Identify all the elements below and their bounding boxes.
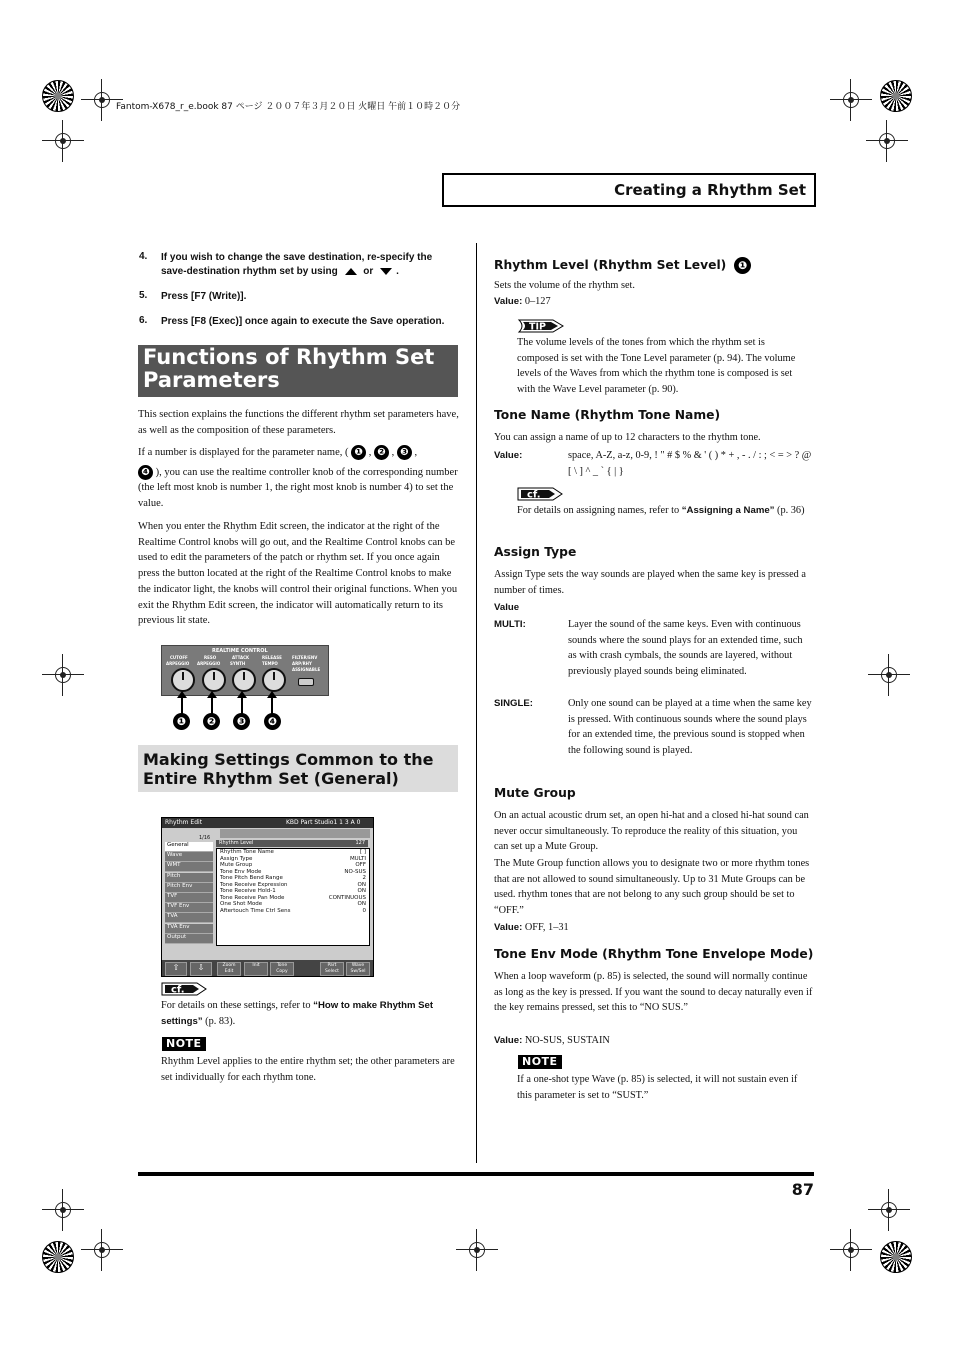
down-arrow-icon xyxy=(380,268,392,275)
number-4-icon: ❹ xyxy=(138,465,153,480)
number-1-icon: ❶ xyxy=(351,445,366,460)
tip-badge-icon xyxy=(517,318,565,334)
mute-group-value: Value: OFF, 1–31 xyxy=(494,922,569,933)
footer-rule xyxy=(138,1172,814,1176)
crosshair-mark xyxy=(464,1237,490,1263)
knob-4 xyxy=(262,668,286,692)
note-badge: NOTE xyxy=(518,1055,562,1069)
number-3-icon: ❸ xyxy=(233,713,250,730)
crosshair-mark xyxy=(876,662,902,688)
crosshair-mark xyxy=(838,1237,864,1263)
tone-env-mode-heading: Tone Env Mode (Rhythm Tone Envelope Mode) xyxy=(494,947,814,961)
knob-1 xyxy=(171,668,195,692)
svg-text:cf.: cf. xyxy=(171,984,185,996)
number-2-icon: ❷ xyxy=(203,713,220,730)
assign-type-heading: Assign Type xyxy=(494,545,577,559)
assign-type-single: SINGLE: Only one sound can be played at a time when the same key is pressed. With continuous sounds where the sound plays for an extended time, the previous sound is stopped when the following sound is played. xyxy=(494,698,812,757)
crosshair-mark xyxy=(50,662,76,688)
page-number: 87 xyxy=(791,1180,814,1199)
up-arrow-icon: ⇧ xyxy=(165,962,187,976)
up-arrow-icon xyxy=(345,268,357,275)
registration-sun-mark xyxy=(42,1241,74,1273)
assign-type-multi: MULTI: Layer the sound of the same keys. Even with continuous sounds where the sound plays for an extended time, such as with crash cymbals, the sounds are layered, without previously played sounds being eliminated. xyxy=(494,619,803,678)
knob-3 xyxy=(232,668,256,692)
registration-sun-mark xyxy=(880,80,912,112)
crosshair-mark xyxy=(50,1197,76,1223)
rhythm-level-desc: Sets the volume of the rhythm set. xyxy=(494,280,635,291)
section-title-box xyxy=(138,345,458,397)
column-divider xyxy=(476,243,477,1163)
tone-name-value: Value: space, A-Z, a-z, 0-9, ! " # $ % & ' ( ) * + , - . / : ; < = > ? @ [ \ ] ^ _ ` { | } xyxy=(494,450,812,477)
indicator-paragraph: When you enter the Rhythm Edit screen, the indicator at the right of the Realtime Control knobs will go out, and the Realtime Control knobs can be used to edit the parameters of the patch or rhythm set. If you once again press the button located at the right of the Realtime Control knobs to make the indicator light, the knobs will control their original functions. When you exit the Rhythm Edit screen, the indicator will automatically return to its previous lit state. xyxy=(138,521,458,627)
down-arrow-icon: ⇩ xyxy=(190,962,212,976)
realtime-control-panel-illustration: REALTIME CONTROL CUTOFF RESO ATTACK RELEASE ARPEGGIO ARPEGGIO SYNTH TEMPO FILTER/ENV ARP/RHY ASSIGNABLE xyxy=(161,645,329,696)
print-info-line: Fantom-X678_r_e.book 87 ページ ２００７年３月２０日 火曜日 午前１０時２０分 xyxy=(116,102,461,112)
crosshair-mark xyxy=(89,87,115,113)
subsection-title-box xyxy=(138,745,458,792)
number-4-icon: ❹ xyxy=(264,713,281,730)
screen-side-tabs: General Wave WMT Pitch Pitch Env TVF TVF Env TVA TVA Env Output xyxy=(165,842,213,944)
cf-badge-icon xyxy=(161,982,207,996)
mute-group-desc-2: The Mute Group function allows you to designate two or more rhythm tones that are not allowed to sound simultaneously. Up to 31 Mute Groups can be used. rhythm tones that are not belong to any such group should be set to “OFF.” xyxy=(494,858,810,917)
tone-env-mode-desc: When a loop waveform (p. 85) is selected, the sound will normally continue as long as the key is pressed. If you want the sound to decay naturally even if the key remains pressed, set this to “NO SUS.” xyxy=(494,971,813,1014)
knob-paragraph: If a number is displayed for the parameter name, ( ❶ , ❷ , ❸ , ❹ ), you can use the realtime controller knob of the corresponding number (the left most knob is number 1, the right most knob is number 4) to set the value. xyxy=(138,447,458,510)
tone-env-mode-value: Value: NO-SUS, SUSTAIN xyxy=(494,1035,610,1046)
rhythm-edit-screen-illustration: Rhythm Edit KBD Part Studio1 1 3 A 0 1/16 General Wave WMT Pitch Pitch Env TVF TVF Env TVA TVA Env Output Rhythm Level 127 Rhythm Tone Name [ ] Assign Type MULTI Mute Group OFF Tone Env Mode NO-SUS Tone Pitch Bend Range 2 Tone Receive Expression ON Tone Receive Hold-1 ON Tone Receive Pan Mode CONTINUOUS One Shot Mode ON Aftertouch Time Ctrl Sens 0 ⇧ ⇩ Zoom Edit Init Tone Copy Part Select Wave Sw/Sel xyxy=(161,817,374,977)
indicator-button xyxy=(298,678,314,686)
mute-group-desc-1: On an actual acoustic drum set, an open hi-hat and a closed hi-hat sound can never occur simultaneously. To reproduce the reality of this situation, you can set up a Mute Group. xyxy=(494,810,809,853)
number-2-icon: ❷ xyxy=(374,445,389,460)
chapter-header xyxy=(442,173,816,207)
subsection-title: Making Settings Common to the Entire Rhythm Set (General) xyxy=(143,750,434,788)
number-3-icon: ❸ xyxy=(397,445,412,460)
cf-note-assigning-name: For details on assigning names, refer to “Assigning a Name” (p. 36) xyxy=(517,505,805,516)
value-heading: Value xyxy=(494,602,520,613)
rhythm-level-heading: Rhythm Level (Rhythm Set Level) ❶ xyxy=(494,256,814,274)
crosshair-mark xyxy=(876,1197,902,1223)
registration-sun-mark xyxy=(42,80,74,112)
number-1-icon: ❶ xyxy=(173,713,190,730)
rhythm-level-value: Value: 0–127 xyxy=(494,296,551,307)
tip-text: The volume levels of the tones from which the rhythm set is composed is set with the Tone Level parameter (p. 94). The volume levels of the Waves from which the rhythm tone is composed is set with the Wave Level parameter (p. 90). xyxy=(517,337,796,396)
registration-sun-mark xyxy=(880,1241,912,1273)
knob-2 xyxy=(202,668,226,692)
cf-badge-icon xyxy=(517,487,563,501)
svg-text:TIP: TIP xyxy=(529,321,546,333)
tone-name-desc: You can assign a name of up to 12 characters to the rhythm tone. xyxy=(494,432,761,443)
chapter-title: Creating a Rhythm Set xyxy=(614,181,806,199)
note-one-shot: If a one-shot type Wave (p. 85) is selected, it will not sustain even if this parameter is set to “SUST.” xyxy=(517,1074,798,1101)
crosshair-mark xyxy=(838,87,864,113)
tone-name-heading: Tone Name (Rhythm Tone Name) xyxy=(494,408,721,422)
intro-paragraph: This section explains the functions the different rhythm set parameters have, as well as the composition of these parameters. xyxy=(138,409,459,436)
number-1-icon: ❶ xyxy=(734,257,751,274)
crosshair-mark xyxy=(50,128,76,154)
mute-group-heading: Mute Group xyxy=(494,786,576,800)
crosshair-mark xyxy=(89,1237,115,1263)
svg-text:cf.: cf. xyxy=(527,489,541,501)
crosshair-mark xyxy=(874,128,900,154)
section-title: Functions of Rhythm Set Parameters xyxy=(143,345,435,392)
assign-type-desc: Assign Type sets the way sounds are played when the same key is pressed a number of times. xyxy=(494,569,806,596)
screen-parameter-list: Rhythm Tone Name [ ] Assign Type MULTI Mute Group OFF Tone Env Mode NO-SUS Tone Pitch Bend Range 2 Tone Receive Expression ON Tone Receive Hold-1 ON Tone Receive Pan Mode CONTINUOUS One Shot Mode ON Aftertouch Time Ctrl Sens 0 xyxy=(216,848,370,946)
note-rhythm-level: Rhythm Level applies to the entire rhythm set; the other parameters are set individually for each rhythm tone. xyxy=(161,1056,455,1083)
note-badge: NOTE xyxy=(162,1037,206,1051)
cf-note-settings: For details on these settings, refer to “How to make Rhythm Set settings” (p. 83). xyxy=(161,1000,434,1027)
